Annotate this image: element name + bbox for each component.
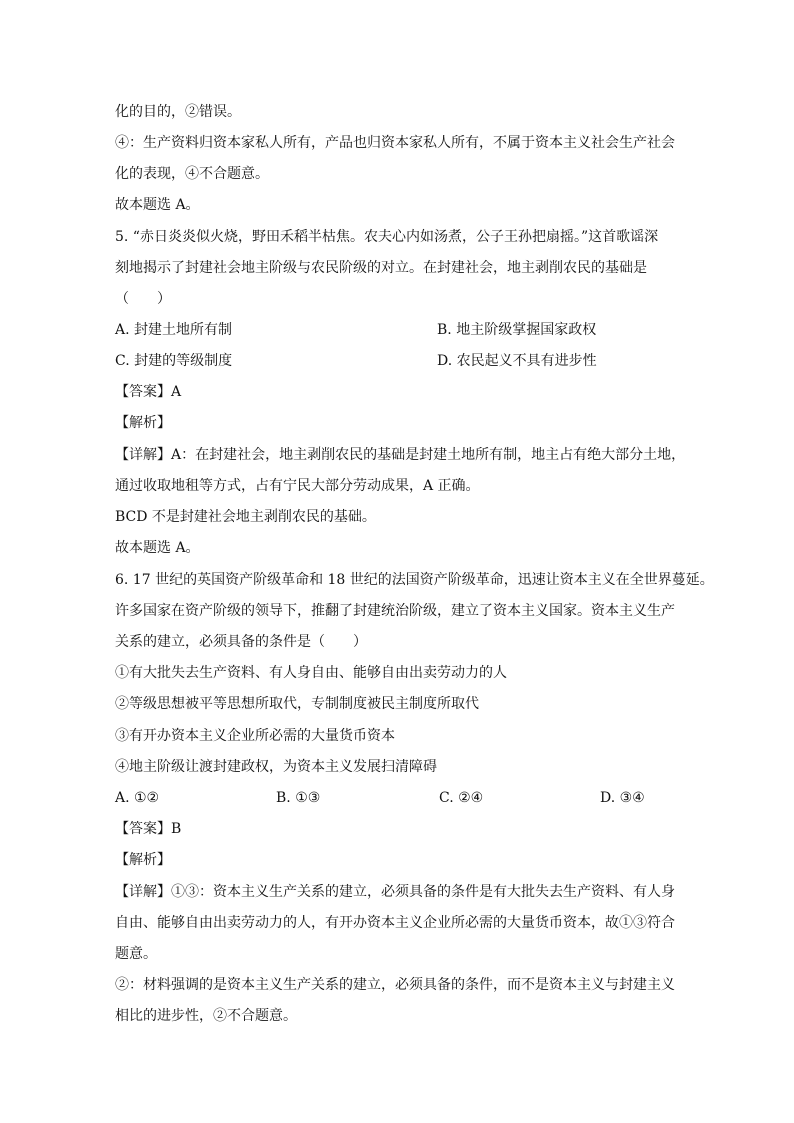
q6-detail: 自由、能够自由出卖劳动力的人，有开办资本主义企业所必需的大量货币资本，故①③符合 bbox=[115, 915, 675, 931]
q6-stem: 6. 17 世纪的英国资产阶级革命和 18 世纪的法国资产阶级革命，迅速让资本主义在全世界蔓延。 bbox=[115, 572, 714, 588]
q6-detail: 相比的进步性，②不合题意。 bbox=[115, 1008, 297, 1024]
q4-conclusion: 故本题选 A。 bbox=[115, 197, 200, 213]
q5-stem: 刻地揭示了封建社会地主阶级与农民阶级的对立。在封建社会，地主剥削农民的基础是 bbox=[115, 260, 647, 276]
q4-text-line: ④：生产资料归资本家私人所有，产品也归资本家私人所有，不属于资本主义社会生产社会 bbox=[115, 135, 675, 151]
q6-option-b: B. ①③ bbox=[276, 790, 321, 806]
q5-answer: 【答案】A bbox=[115, 384, 182, 400]
q4-text-line: 化的表现，④不合题意。 bbox=[115, 166, 269, 182]
q6-item-3: ③有开办资本主义企业所必需的大量货币资本 bbox=[115, 728, 395, 744]
q6-answer: 【答案】B bbox=[115, 821, 182, 837]
q5-option-c: C. 封建的等级制度 bbox=[115, 353, 233, 369]
q6-detail: ②：材料强调的是资本主义生产关系的建立，必须具备的条件，而不是资本主义与封建主义 bbox=[115, 977, 675, 993]
q5-stem: 5. “赤日炎炎似火烧，野田禾稻半枯焦。农夫心内如汤煮，公子王孙把扇摇。”这首歌谣深 bbox=[115, 229, 659, 245]
q6-item-1: ①有大批失去生产资料、有人身自由、能够自由出卖劳动力的人 bbox=[115, 665, 507, 681]
q6-option-d: D. ③④ bbox=[600, 790, 645, 806]
q6-stem: 许多国家在资产阶级的领导下，推翻了封建统治阶级，建立了资本主义国家。资本主义生产 bbox=[115, 603, 675, 619]
q6-stem: 关系的建立，必须具备的条件是（ ） bbox=[115, 634, 367, 650]
q6-option-c: C. ②④ bbox=[439, 790, 484, 806]
q6-analysis-label: 【解析】 bbox=[115, 852, 171, 868]
q4-text-line: 化的目的，②错误。 bbox=[115, 104, 241, 120]
q5-detail: BCD 不是封建社会地主剥削农民的基础。 bbox=[115, 509, 376, 525]
q5-option-a: A. 封建土地所有制 bbox=[115, 322, 233, 338]
q6-item-2: ②等级思想被平等思想所取代，专制制度被民主制度所取代 bbox=[115, 696, 479, 712]
q5-option-d: D. 农民起义不具有进步性 bbox=[437, 353, 597, 369]
q5-detail: 【详解】A：在封建社会，地主剥削农民的基础是封建土地所有制，地主占有绝大部分土地， bbox=[115, 447, 686, 463]
q6-detail: 题意。 bbox=[115, 946, 157, 962]
q6-item-4: ④地主阶级让渡封建政权，为资本主义发展扫清障碍 bbox=[115, 759, 437, 775]
q6-option-a: A. ①② bbox=[115, 790, 160, 806]
q5-option-b: B. 地主阶级掌握国家政权 bbox=[437, 322, 597, 338]
q5-analysis-label: 【解析】 bbox=[115, 415, 171, 431]
q5-stem-blank: （ ） bbox=[115, 291, 171, 307]
q5-detail: 通过收取地租等方式，占有宁民大部分劳动成果，A 正确。 bbox=[115, 478, 480, 494]
q5-conclusion: 故本题选 A。 bbox=[115, 540, 200, 556]
q6-detail: 【详解】①③：资本主义生产关系的建立，必须具备的条件是有大批失去生产资料、有人身 bbox=[115, 884, 675, 900]
